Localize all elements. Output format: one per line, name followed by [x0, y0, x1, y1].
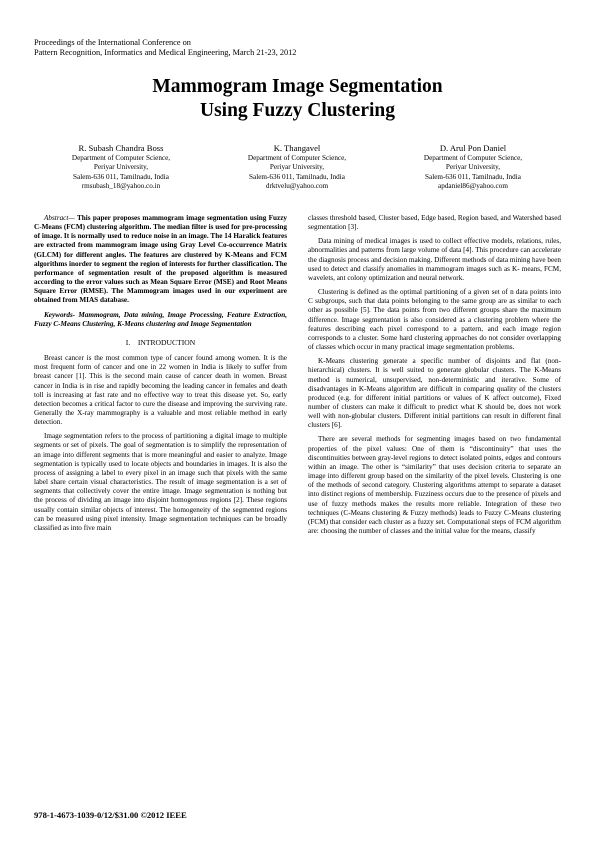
- body-paragraph: Clustering is defined as the optimal partitioning of a given set of n data points into C subgroups, such that data points belonging to the same group are as similar to each other as possible [5]. The data points from two different groups share the maximum difference. Image segmentation is also considered as a clustering problem where the features describing each pixel correspond to a pattern, and each image region corresponds to a cluster. Some hard clustering approaches do not consider overlapping of classes which occur in many practical image segmentation problems.: [308, 288, 561, 352]
- author-block-3: [388, 143, 558, 191]
- paper-title-line-2: Using Fuzzy Clustering: [200, 100, 395, 121]
- conference-header-line-1: Proceedings of the International Conference on: [34, 38, 191, 47]
- author-block-2: [212, 143, 382, 191]
- abstract-lead: Abstract—: [44, 214, 75, 222]
- author-email: drktvelu@yahoo.com: [265, 181, 329, 190]
- abstract-text: This paper proposes mammogram image segmentation using Fuzzy C-Means (FCM) clustering algorithm. The median filter is used for pre-processing of image. It is normally used to reduce noise in an image. The 14 Haralick features are extracted from mammogram image using Gray Level Co-occurrence Matrix (GLCM) for different angles. The features are clustered by K-Means and FCM algorithms inorder to segment the region of interests for further classification. The performance of segmentation result of the proposed algorithm is measured according to the error values such as Mean Square Error (MSE) and Root Means Square Error (RMSE). The Mammogram images used in our experiment are obtained from MIAS database.: [34, 214, 287, 305]
- author-address: Salem-636 011, Tamilnadu, India: [73, 172, 169, 181]
- author-name: D. Arul Pon Daniel: [439, 143, 507, 153]
- author-name: R. Subash Chandra Boss: [78, 143, 164, 153]
- body-paragraph: Data mining of medical images is used to collect effective models, relations, rules, abnormalities and patterns from large volume of data [4]. This procedure can accelerate the diagnosis process and decision making. Different methods of data mining have been used to detect and classify anomalies in mammogram images such as K- means, FCM, wavelets, ant colony optimization and neural network.: [308, 237, 561, 282]
- body-paragraph: K-Means clustering generate a specific number of disjoints and flat (non-hierarchical) clusters. It is well suited to generate globular clusters. The K-Means method is numerical, unsupervised, non-deterministic and iterative. Some of disadvantages in K-Means algorithm are difficult in comparing quality of the clusters produced (e.g. for different initial partitions or values of K affect outcome), Fixed number of clusters can make it difficult to predict what K should be, does not work well with non-globular clusters. Different initial partitions can result in different final clusters [6].: [308, 357, 561, 430]
- author-block-1: [36, 143, 206, 191]
- right-column: [308, 214, 561, 536]
- author-email: apdaniel86@yahoo.com: [438, 181, 508, 190]
- author-university: Periyar University,: [445, 163, 501, 172]
- author-name: K. Thangavel: [273, 143, 321, 153]
- body-paragraph: Breast cancer is the most common type of cancer found among women. It is the most frequent form of cancer and one in 22 women in India is likely to suffer from breast cancer [1]. This is the second main cause of cancer death in women. Breast cancer in India is in rise and rapidly becoming the leading cancer in females and death toll is increasing at fast rate and no effective way to treat this disease yet. So, early detection becomes a critical factor to cure the disease and improving the surviving rate. Generally the X-ray mammography is a valuable and most reliable method in early detection.: [34, 354, 287, 427]
- keywords: Keywords- Mammogram, Data mining, Image Processing, Feature Extraction, Fuzzy C-Means Clustering, K-Means clustering and Image Segmentation: [34, 310, 287, 328]
- author-university: Periyar University,: [93, 163, 149, 172]
- abstract: [34, 214, 287, 306]
- body-paragraph: classes threshold based, Cluster based, Edge based, Region based, and Watershed based segmentation [3].: [308, 214, 561, 232]
- left-column: [34, 214, 287, 533]
- body-paragraph: There are several methods for segmenting images based on two fundamental properties of the pixel values: One of them is “discontinuity” that uses the discontinuities between gray-level regions to detect isolated points, edges and contours within an image. The other is “similarity” that uses decision criteria to separate an image into different group based on the similarity of the pixel levels. Clustering is one of the methods of second category. Clustering algorithms attempt to separate a dataset into distinct regions of membership. Fuzziness occurs due to the presence of pixels and use of fuzzy methods makes the results more reliable. Integration of these two techniques (C-Means clustering & Fuzzy methods) leads to Fuzzy C-Means clustering (FCM) that consider each cluster as a fuzzy set. Computational steps of FCM algorithm are: choosing the number of classes and the initial value for the means, classify: [308, 435, 561, 535]
- section-heading-introduction: I. INTRODUCTION: [125, 337, 196, 347]
- author-address: Salem-636 011, Tamilnadu, India: [425, 172, 521, 181]
- author-university: Periyar University,: [269, 163, 325, 172]
- copyright-footer: 978-1-4673-1039-0/12/$31.00 ©2012 IEEE: [34, 810, 187, 820]
- author-address: Salem-636 011, Tamilnadu, India: [249, 172, 345, 181]
- author-email: rmsubash_18@yahoo.co.in: [81, 181, 161, 190]
- body-paragraph: Image segmentation refers to the process of partitioning a digital image to multiple segments or set of pixels. The goal of segmentation is to simplify the representation of an image into different segments that is more meaningful and easier to analyze. Image segmentation is typically used to locate objects and boundaries in images. It is also the process of assigning a label to every pixel in an image such that pixels with the same label share certain visual characteristics. The result of image segmentation is a set of segments that collectively cover the entire image. Image segmentation is nothing but the process of dividing an image into disjoint homogenous regions [2]. These regions usually contain similar objects of interest. The homogeneity of the segmented regions can be measured using pixel intensity. Image segmentation techniques can be broadly classified as into five main: [34, 432, 287, 532]
- paper-title-line-1: Mammogram Image Segmentation: [152, 76, 443, 97]
- author-department: Department of Computer Science,: [423, 154, 523, 162]
- conference-header-line-2: Pattern Recognition, Informatics and Medical Engineering, March 21-23, 2012: [34, 48, 297, 57]
- author-department: Department of Computer Science,: [71, 154, 171, 162]
- author-department: Department of Computer Science,: [247, 154, 347, 162]
